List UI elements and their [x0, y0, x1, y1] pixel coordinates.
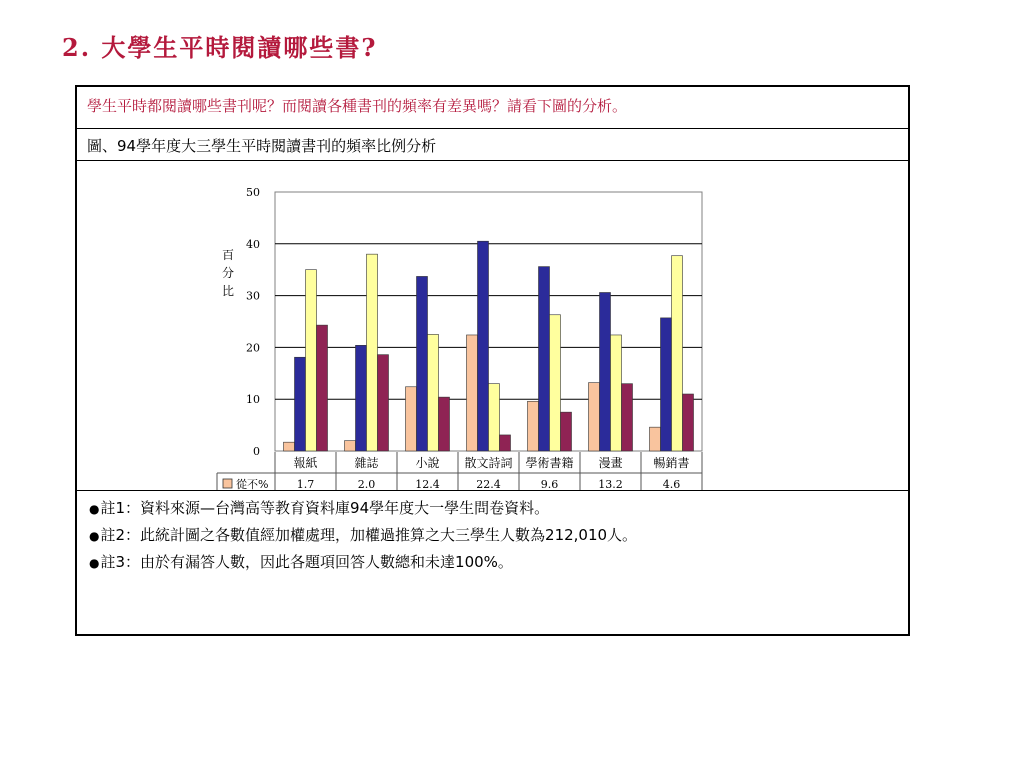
bar: [439, 397, 450, 451]
y-tick-label: 50: [246, 186, 260, 199]
intro-row: [77, 87, 908, 129]
y-axis-label: 分: [221, 266, 235, 280]
bar: [683, 394, 694, 451]
intro-text: 學生平時都閱讀哪些書刊呢？而閱讀各種書刊的頻率有差異嗎？請看下圖的分析。: [87, 97, 628, 115]
bar: [467, 335, 478, 451]
notes: [89, 497, 637, 578]
legend-swatch: [223, 479, 232, 488]
bar: [561, 412, 572, 451]
y-axis-label: 百: [221, 248, 235, 262]
bar: [539, 267, 550, 451]
bar: [500, 435, 511, 451]
category-label: 報紙: [293, 456, 318, 470]
bar: [672, 256, 683, 451]
bar: [378, 355, 389, 451]
bar: [406, 387, 417, 451]
bar: [611, 335, 622, 451]
bar: [589, 383, 600, 451]
bar: [478, 241, 489, 451]
bar: [622, 384, 633, 451]
bar: [284, 442, 295, 451]
bar: [345, 441, 356, 451]
y-tick-label: 30: [246, 289, 260, 303]
category-label: 暢銷書: [653, 456, 690, 470]
note-2: [89, 524, 637, 551]
slide-title: 2. 大學生平時閱讀哪些書?: [62, 33, 378, 62]
note-3: [89, 551, 637, 578]
note-text: 註2：此統計圖之各數值經加權處理，加權過推算之大三學生人數為212,010人。: [100, 526, 638, 544]
data-value: 12.4: [415, 478, 440, 490]
note-text: 註1：資料來源—台灣高等教育資料庫94學年度大一學生問卷資料。: [100, 499, 550, 517]
y-tick-label: 40: [246, 237, 260, 251]
bar: [356, 345, 367, 451]
bar: [650, 427, 661, 451]
bar: [528, 401, 539, 451]
note-bullet: ●: [89, 529, 100, 543]
note-text: 註3：由於有漏答人數，因此各題項回答人數總和未達100%。: [100, 553, 513, 571]
caption-row: [77, 129, 908, 161]
data-value: 4.6: [662, 478, 681, 490]
y-axis-label: 比: [221, 284, 235, 298]
bar: [295, 357, 306, 451]
data-value: 1.7: [296, 478, 315, 490]
bar: [428, 334, 439, 451]
chart-row: [77, 161, 908, 491]
legend-label: 從不%: [236, 478, 269, 490]
bar: [600, 292, 611, 451]
figure-caption: 圖、94學年度大三學生平時閱讀書刊的頻率比例分析: [87, 137, 437, 155]
category-label: 散文詩詞: [464, 456, 513, 470]
y-tick-label: 20: [246, 341, 260, 355]
bar: [317, 325, 328, 451]
data-value: 22.4: [476, 478, 501, 490]
bar: [661, 318, 672, 451]
note-bullet: ●: [89, 556, 100, 570]
data-value: 2.0: [357, 478, 376, 490]
category-label: 漫畫: [598, 456, 623, 470]
note-1: [89, 497, 637, 524]
bar: [489, 384, 500, 451]
bar: [367, 254, 378, 451]
data-value: 13.2: [598, 478, 623, 490]
y-tick-label: 0: [253, 445, 260, 458]
category-label: 學術書籍: [525, 456, 574, 470]
category-label: 小說: [415, 456, 440, 470]
category-label: 雜誌: [354, 456, 379, 470]
bar: [550, 315, 561, 451]
y-tick-label: 10: [246, 393, 260, 407]
bar: [306, 270, 317, 451]
note-bullet: ●: [89, 502, 100, 516]
data-value: 9.6: [540, 478, 559, 490]
bar: [417, 276, 428, 451]
bar-chart: [77, 161, 908, 490]
content-frame: [75, 85, 910, 636]
